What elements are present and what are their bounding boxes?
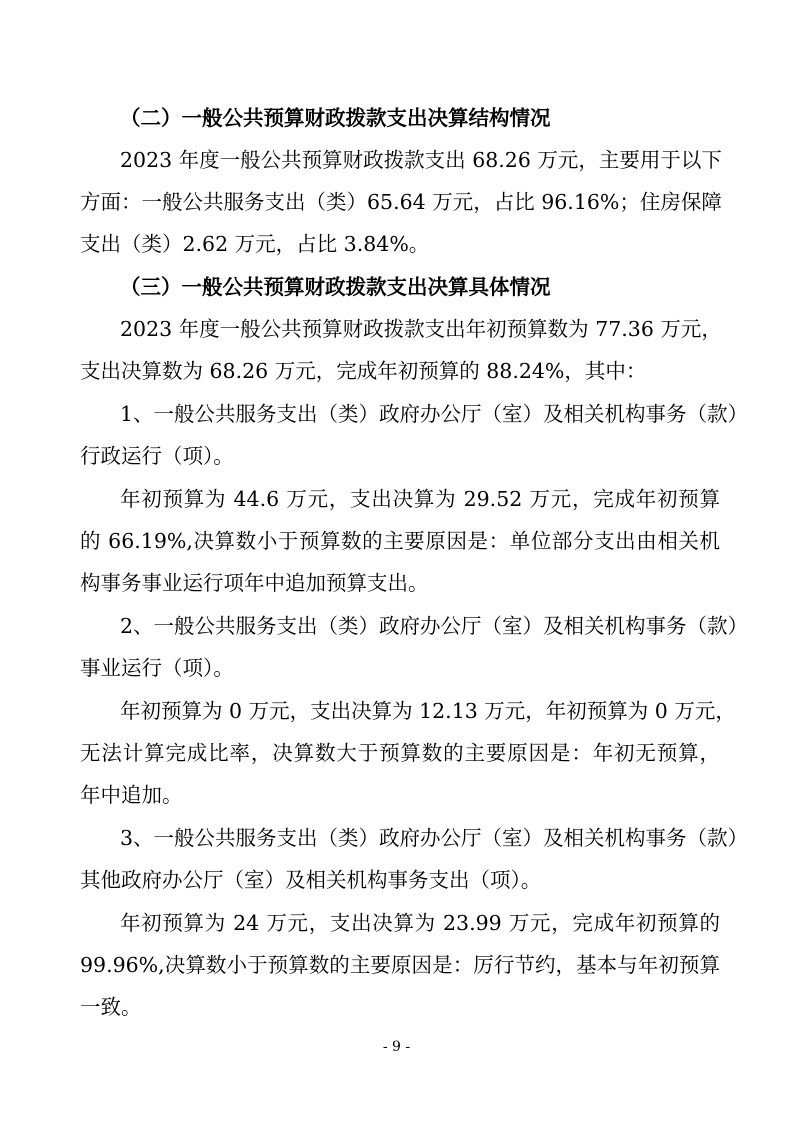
paragraph-line: 无法计算完成比率，决算数大于预算数的主要原因是：年初无预算，: [80, 741, 720, 765]
item-title-line: 3、一般公共服务支出（类）政府办公厅（室）及相关机构事务（款）: [120, 826, 749, 850]
paragraph-line: 2023 年度一般公共预算财政拨款支出 68.26 万元，主要用于以下: [120, 148, 722, 172]
paragraph-line: 年中追加。: [80, 783, 183, 807]
section-heading-2: （二）一般公共预算财政拨款支出决算结构情况: [120, 106, 551, 130]
paragraph-line: 年初预算为 24 万元，支出决算为 23.99 万元，完成年初预算的: [120, 911, 720, 935]
paragraph-line: 的 66.19%,决算数小于预算数的主要原因是：单位部分支出由相关机: [80, 529, 720, 553]
section-heading-3: （三）一般公共预算财政拨款支出决算具体情况: [120, 275, 551, 299]
item-title-line: 2、一般公共服务支出（类）政府办公厅（室）及相关机构事务（款）: [120, 614, 749, 638]
paragraph-line: 方面：一般公共服务支出（类）65.64 万元，占比 96.16%；住房保障: [80, 190, 722, 214]
paragraph-line: 支出（类）2.62 万元，占比 3.84%。: [80, 232, 430, 256]
paragraph-line: 年初预算为 44.6 万元，支出决算为 29.52 万元，完成年初预算: [120, 487, 720, 511]
paragraph-line: 年初预算为 0 万元，支出决算为 12.13 万元，年初预算为 0 万元，: [120, 699, 736, 723]
paragraph-line: 支出决算数为 68.26 万元，完成年初预算的 88.24%，其中：: [80, 359, 647, 383]
paragraph-line: 2023 年度一般公共预算财政拨款支出年初预算数为 77.36 万元，: [120, 317, 722, 341]
item-title-line: 行政运行（项）。: [80, 444, 234, 468]
item-title-line: 事业运行（项）。: [80, 656, 234, 680]
paragraph-line: 99.96%,决算数小于预算数的主要原因是：厉行节约，基本与年初预算: [80, 953, 720, 977]
item-title-line: 1、一般公共服务支出（类）政府办公厅（室）及相关机构事务（款）: [120, 402, 749, 426]
paragraph-line: 构事务事业运行项年中追加预算支出。: [80, 571, 429, 595]
page-number: - 9 -: [382, 1039, 411, 1055]
item-title-line: 其他政府办公厅（室）及相关机构事务支出（项）。: [80, 868, 542, 892]
paragraph-line: 一致。: [80, 995, 142, 1019]
